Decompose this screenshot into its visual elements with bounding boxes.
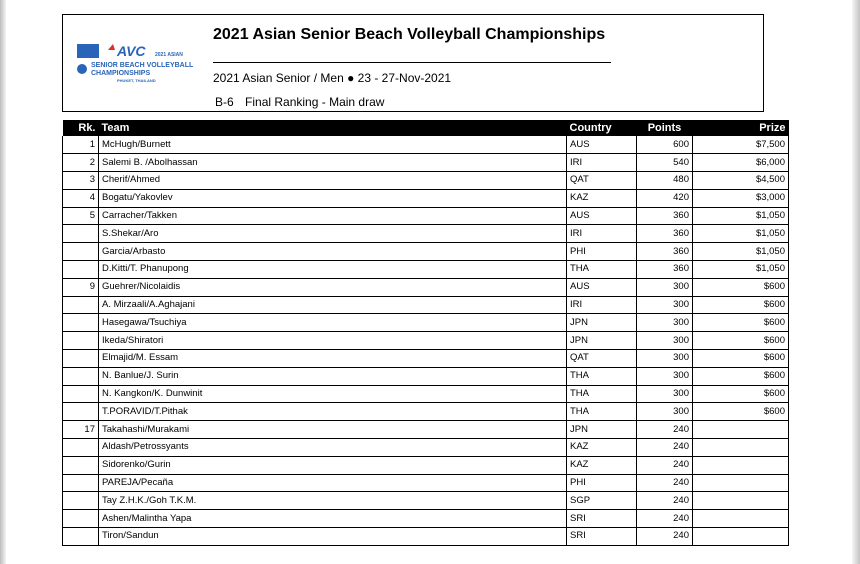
cell-team: Ikeda/Shiratori [99,332,567,350]
cell-country: QAT [567,350,637,368]
cell-points: 300 [637,385,693,403]
cell-team: PAREJA/Pecaña [99,474,567,492]
cell-country: PHI [567,243,637,261]
title-underline [213,62,611,63]
cell-country: IRI [567,225,637,243]
cell-rank: 4 [63,189,99,207]
cell-points: 600 [637,136,693,154]
cell-country: SRI [567,510,637,528]
cell-prize [693,492,789,510]
cell-points: 240 [637,528,693,546]
cell-points: 240 [637,439,693,457]
cell-prize: $600 [693,296,789,314]
cell-points: 420 [637,189,693,207]
table-row [63,474,789,492]
col-team: Team [99,120,567,136]
cell-team: Elmajid/M. Essam [99,350,567,368]
table-row [63,332,789,350]
table-row [63,136,789,154]
cell-rank [63,510,99,528]
cell-country: KAZ [567,439,637,457]
table-row [63,154,789,172]
cell-points: 300 [637,314,693,332]
cell-country: IRI [567,154,637,172]
cell-prize: $1,050 [693,225,789,243]
cell-country: JPN [567,314,637,332]
cell-prize [693,421,789,439]
cell-rank: 17 [63,421,99,439]
table-row [63,456,789,474]
cell-rank [63,474,99,492]
cell-country: AUS [567,278,637,296]
event-subtitle: 2021 Asian Senior / Men ● 23 - 27-Nov-2021 [213,71,452,85]
cell-prize: $1,050 [693,261,789,279]
cell-country: THA [567,403,637,421]
cell-rank [63,243,99,261]
cell-team: McHugh/Burnett [99,136,567,154]
cell-rank [63,528,99,546]
cell-prize [693,474,789,492]
col-prize: Prize [693,120,789,136]
col-country: Country [567,120,637,136]
cell-rank [63,492,99,510]
cell-rank [63,332,99,350]
cell-team: Ashen/Malintha Yapa [99,510,567,528]
table-header-row [63,120,789,136]
cell-points: 240 [637,421,693,439]
cell-team: Tiron/Sandun [99,528,567,546]
table-row [63,385,789,403]
cell-team: Cherif/Ahmed [99,172,567,190]
cell-team: Hasegawa/Tsuchiya [99,314,567,332]
cell-prize: $1,050 [693,207,789,225]
cell-country: SRI [567,528,637,546]
report-code: B-6 [215,95,234,109]
table-row [63,243,789,261]
table-row [63,510,789,528]
logo-avc: AVC [117,43,146,59]
cell-team: Bogatu/Yakovlev [99,189,567,207]
cell-country: THA [567,385,637,403]
cell-team: N. Kangkon/K. Dunwinit [99,385,567,403]
table-row [63,403,789,421]
cell-prize: $600 [693,350,789,368]
cell-rank [63,385,99,403]
cell-points: 360 [637,261,693,279]
report-title: 2021 Asian Senior Beach Volleyball Championships [213,26,606,43]
table-row [63,207,789,225]
col-rank: Rk. [63,120,99,136]
cell-country: PHI [567,474,637,492]
cell-points: 300 [637,332,693,350]
cell-points: 480 [637,172,693,190]
logo-line3: PHUKET, THAILAND [117,78,156,83]
cell-prize [693,439,789,457]
cell-country: KAZ [567,189,637,207]
cell-rank [63,261,99,279]
table-row [63,296,789,314]
cell-prize [693,528,789,546]
table-row [63,350,789,368]
logo-block [77,44,99,58]
cell-points: 360 [637,225,693,243]
cell-prize: $3,000 [693,189,789,207]
cell-rank: 5 [63,207,99,225]
report-name [215,95,384,109]
championship-logo [73,41,203,87]
table-row [63,314,789,332]
cell-team: S.Shekar/Aro [99,225,567,243]
logo-line2: CHAMPIONSHIPS [91,70,151,77]
cell-team: Aldash/Petrossyants [99,439,567,457]
table-row [63,367,789,385]
cell-points: 360 [637,243,693,261]
cell-rank [63,296,99,314]
cell-rank [63,439,99,457]
cell-team: D.Kitti/T. Phanupong [99,261,567,279]
cell-team: Carracher/Takken [99,207,567,225]
cell-country: AUS [567,136,637,154]
cell-team: Garcia/Arbasto [99,243,567,261]
cell-prize: $600 [693,278,789,296]
table-row [63,189,789,207]
cell-points: 360 [637,207,693,225]
cell-prize: $600 [693,385,789,403]
cell-rank: 9 [63,278,99,296]
cell-country: THA [567,367,637,385]
cell-prize: $4,500 [693,172,789,190]
cell-prize: $1,050 [693,243,789,261]
cell-country: SGP [567,492,637,510]
ranking-table [62,120,789,546]
logo-line1: SENIOR BEACH VOLLEYBALL [91,62,194,69]
cell-prize [693,510,789,528]
cell-rank [63,350,99,368]
cell-points: 300 [637,367,693,385]
table-row [63,421,789,439]
cell-points: 240 [637,510,693,528]
table-row [63,261,789,279]
table-row [63,225,789,243]
logo-year: 2021 ASIAN [155,52,183,58]
cell-prize [693,456,789,474]
cell-country: IRI [567,296,637,314]
ranking-rows [63,136,789,545]
cell-prize: $600 [693,403,789,421]
cell-points: 300 [637,403,693,421]
cell-country: THA [567,261,637,279]
cell-country: JPN [567,332,637,350]
cell-rank [63,456,99,474]
cell-team: N. Banlue/J. Surin [99,367,567,385]
table-row [63,528,789,546]
cell-points: 540 [637,154,693,172]
cell-points: 300 [637,296,693,314]
cell-rank [63,403,99,421]
cell-rank: 2 [63,154,99,172]
cell-team: Sidorenko/Gurin [99,456,567,474]
col-points: Points [637,120,693,136]
cell-team: Takahashi/Murakami [99,421,567,439]
cell-rank: 1 [63,136,99,154]
logo-flame-icon [108,44,115,50]
cell-points: 240 [637,474,693,492]
cell-rank: 3 [63,172,99,190]
cell-country: KAZ [567,456,637,474]
cell-prize: $6,000 [693,154,789,172]
cell-points: 300 [637,350,693,368]
cell-country: JPN [567,421,637,439]
page-edge-right [852,0,860,564]
page-edge-left [0,0,6,564]
table-row [63,278,789,296]
cell-points: 240 [637,492,693,510]
report-header [62,14,764,112]
cell-rank [63,314,99,332]
cell-points: 300 [637,278,693,296]
logo-ball-icon [77,64,87,74]
cell-prize: $7,500 [693,136,789,154]
cell-prize: $600 [693,367,789,385]
cell-prize: $600 [693,332,789,350]
cell-country: QAT [567,172,637,190]
cell-points: 240 [637,456,693,474]
cell-country: AUS [567,207,637,225]
cell-team: A. Mirzaali/A.Aghajani [99,296,567,314]
cell-team: Tay Z.H.K./Goh T.K.M. [99,492,567,510]
cell-prize: $600 [693,314,789,332]
cell-rank [63,367,99,385]
cell-team: Guehrer/Nicolaidis [99,278,567,296]
table-row [63,172,789,190]
table-row [63,439,789,457]
report-subtitle: Final Ranking - Main draw [245,95,385,109]
table-row [63,492,789,510]
cell-rank [63,225,99,243]
cell-team: T.PORAVID/T.Pithak [99,403,567,421]
cell-team: Salemi B. /Abolhassan [99,154,567,172]
